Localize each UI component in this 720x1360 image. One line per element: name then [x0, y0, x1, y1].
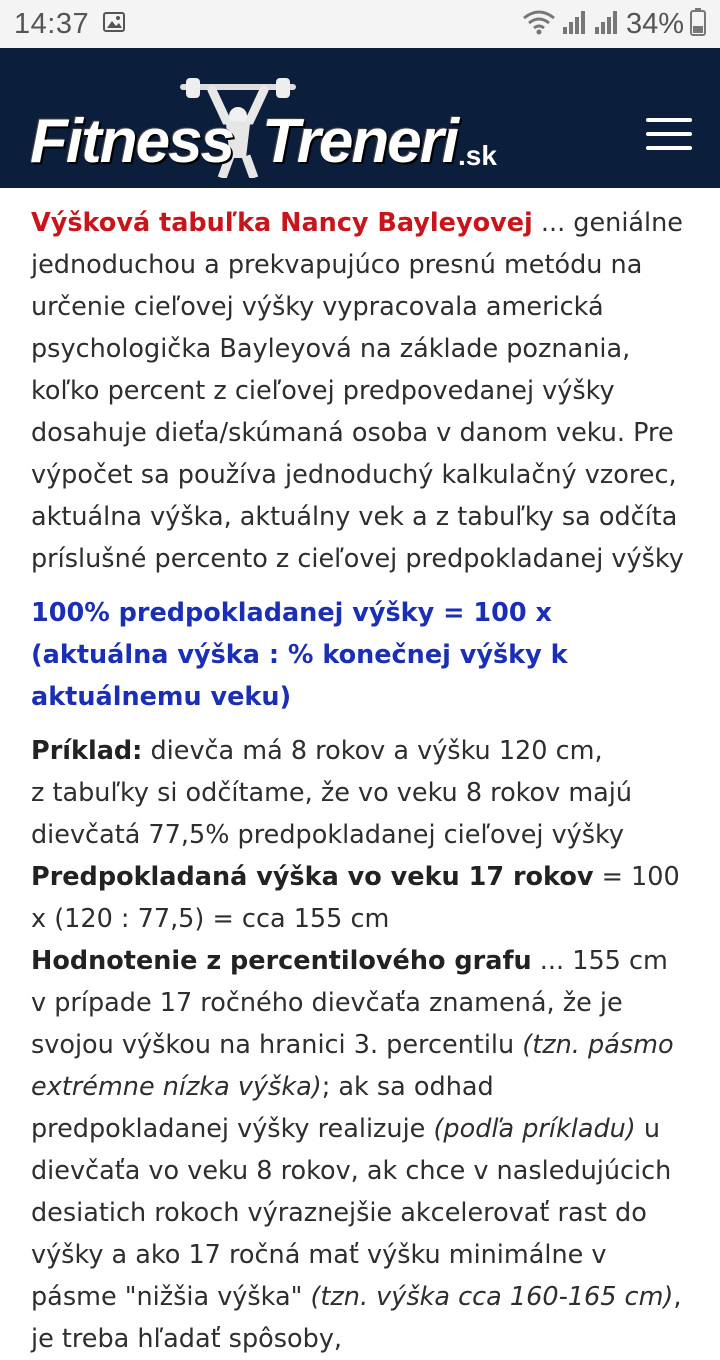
intro-paragraph [31, 202, 690, 580]
wifi-icon [522, 9, 556, 39]
battery-percentage: 34% [625, 7, 684, 40]
example-label: Príklad: [31, 736, 143, 766]
example-paragraph [31, 730, 690, 1360]
evaluation-text-3: u dievčaťa vo veku 8 rokov, ak chce v nasledujúcich desiatich rokoch výraznejšie akcelerovať rast do výšky a ako 17 ročná mať výšku minimálne v pásme "nižšia výška" [31, 1114, 672, 1312]
example-text: dievča má 8 rokov a výšku 120 cm, [142, 736, 603, 766]
battery-icon [690, 8, 706, 40]
formula-text: 100% predpokladanej výšky = 100 x (aktuálna výška : % konečnej výšky k aktuálnemu veku) [31, 598, 568, 712]
logo-word-treneri: Treneri [262, 107, 458, 176]
predicted-text: = 100 x (120 : 77,5) = cca 155 cm [31, 862, 680, 934]
intro-text: ... geniálne jednoduchou a prekvapujúco presnú metódu na určenie cieľovej výšky vypracovala americká psychologička Bayleyová na základe poznania, koľko percent z cieľovej predpovedanej výšky dosahuje dieťa/skúmaná osoba v danom veku. Pre výpočet sa používa jednoduchý kalkulačný vzorec, aktuálna výška, aktuálny vek a z tabuľky sa odčíta príslušné percento z cieľovej predpokladanej výšky [31, 208, 684, 574]
hamburger-menu-icon[interactable] [646, 118, 692, 150]
site-header [0, 48, 720, 188]
site-logo[interactable] [30, 78, 500, 178]
evaluation-text: ... 155 cm v prípade 17 ročného dievčaťa znamená, že je svojou výškou na hranici 3. percentilu [31, 946, 668, 1060]
signal-icon [594, 9, 620, 39]
evaluation-text-2: ; ak sa odhad predpokladanej výšky realizuje [31, 1072, 494, 1144]
signal-icon [562, 9, 588, 39]
logo-word-fitness: Fitness [30, 107, 234, 176]
evaluation-label: Hodnotenie z percentilového grafu [31, 946, 532, 976]
image-notification-icon [103, 12, 125, 36]
logo-domain-suffix: .sk [458, 140, 497, 171]
status-bar [0, 0, 720, 48]
status-time: 14:37 [14, 7, 90, 40]
intro-title: Výšková tabuľka Nancy Bayleyovej [31, 208, 533, 238]
predicted-label: Predpokladaná výška vo veku 17 rokov [31, 862, 594, 892]
example-line2: z tabuľky si odčítame, že vo veku 8 rokov majú dievčatá 77,5% predpokladanej cieľovej výšky [31, 778, 633, 850]
evaluation-italic-1: (tzn. pásmo extrémne nízka výška) [31, 1030, 674, 1102]
evaluation-italic-2: (podľa príkladu) [433, 1114, 636, 1144]
article-content [0, 188, 720, 1360]
evaluation-text-4: , je treba hľadať spôsoby, [31, 1282, 682, 1354]
evaluation-italic-3: (tzn. výška cca 160-165 cm) [310, 1282, 674, 1312]
